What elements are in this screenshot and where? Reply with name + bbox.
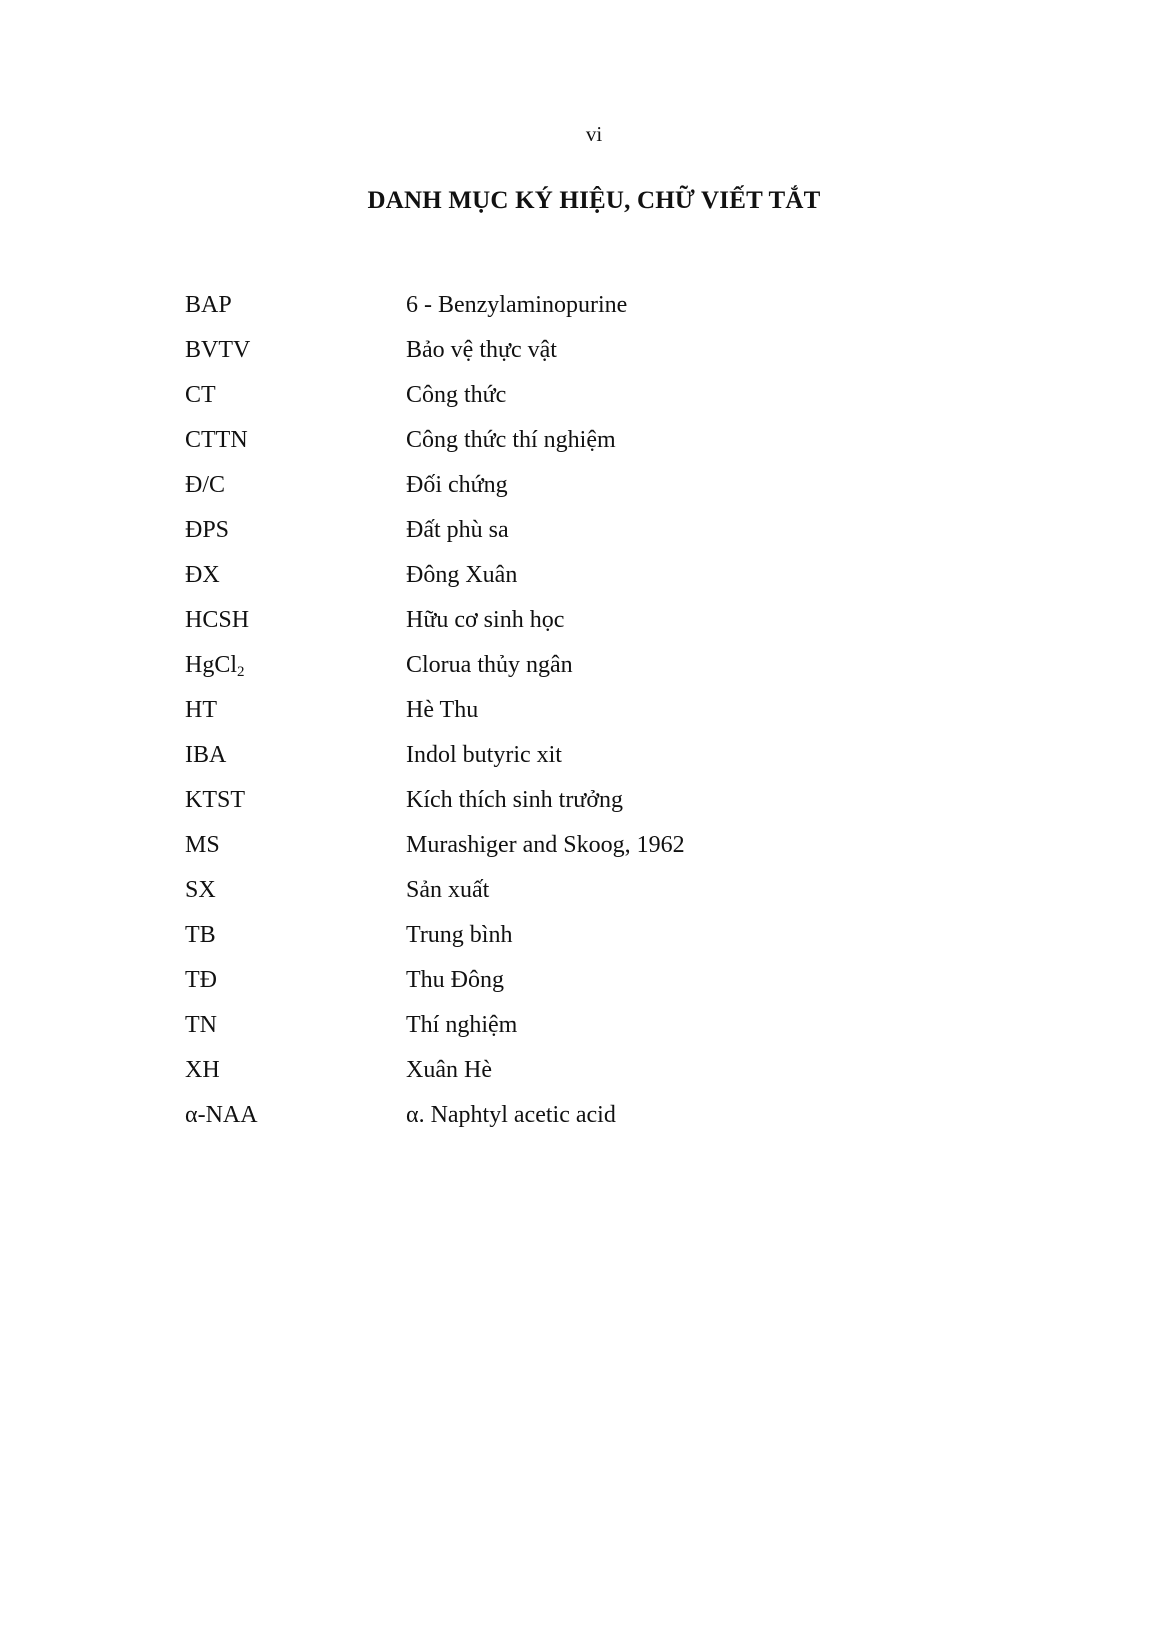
abbreviation-term-text: HCSH <box>185 607 250 633</box>
abbreviation-term-text: CTTN <box>185 427 248 453</box>
abbreviation-term-text: α-NAA <box>185 1102 258 1128</box>
abbreviation-term <box>185 562 406 589</box>
abbreviation-description: Hữu cơ sinh học <box>406 607 565 633</box>
abbreviation-row <box>185 958 685 1003</box>
abbreviation-term <box>185 832 406 859</box>
abbreviation-description: Trung bình <box>406 922 513 948</box>
abbreviation-term <box>185 742 406 769</box>
abbreviation-description: Sản xuất <box>406 877 490 903</box>
abbreviation-term <box>185 652 406 679</box>
abbreviation-term-text: HgCl <box>185 652 238 678</box>
abbreviation-description: Công thức thí nghiệm <box>406 427 616 453</box>
abbreviation-row <box>185 733 685 778</box>
abbreviation-term <box>185 1102 406 1129</box>
abbreviation-row <box>185 418 685 463</box>
abbreviation-description: Công thức <box>406 382 507 408</box>
abbreviation-term-text: ĐPS <box>185 517 230 543</box>
abbreviation-description: Murashiger and Skoog, 1962 <box>406 832 685 858</box>
abbreviation-term-text: BVTV <box>185 337 251 363</box>
abbreviation-term-text: TĐ <box>185 967 217 993</box>
abbreviation-description: Đối chứng <box>406 472 508 498</box>
abbreviation-term-text: BAP <box>185 292 232 318</box>
abbreviation-row <box>185 328 685 373</box>
abbreviation-description: Thu Đông <box>406 967 504 993</box>
abbreviation-row <box>185 688 685 733</box>
abbreviation-description: Thí nghiệm <box>406 1012 518 1038</box>
abbreviation-term <box>185 967 406 994</box>
abbreviation-term-text: Đ/C <box>185 472 226 498</box>
page-title: DANH MỤC KÝ HIỆU, CHỮ VIẾT TẮT <box>367 187 821 214</box>
abbreviation-description: Đất phù sa <box>406 517 509 543</box>
abbreviation-term <box>185 517 406 544</box>
abbreviation-term-subscript: 2 <box>237 664 245 680</box>
abbreviation-description: Bảo vệ thực vật <box>406 337 557 363</box>
abbreviation-term-text: TB <box>185 922 216 948</box>
abbreviation-term <box>185 607 406 634</box>
abbreviation-description: Đông Xuân <box>406 562 518 588</box>
abbreviation-term <box>185 1012 406 1039</box>
abbreviation-term <box>185 472 406 499</box>
abbreviation-term-text: CT <box>185 382 216 408</box>
abbreviation-row <box>185 823 685 868</box>
abbreviation-row <box>185 1048 685 1093</box>
abbreviation-term-text: SX <box>185 877 216 903</box>
abbreviation-term <box>185 787 406 814</box>
abbreviation-term-text: KTST <box>185 787 245 813</box>
abbreviation-row <box>185 553 685 598</box>
abbreviation-description: Kích thích sinh trưởng <box>406 787 624 813</box>
abbreviation-term <box>185 427 406 454</box>
abbreviation-term-text: MS <box>185 832 220 858</box>
page-number: vi <box>585 122 603 146</box>
abbreviation-row <box>185 508 685 553</box>
abbreviation-term-text: HT <box>185 697 217 723</box>
abbreviation-row <box>185 463 685 508</box>
abbreviation-list <box>185 283 685 1138</box>
abbreviation-term <box>185 877 406 904</box>
abbreviation-row <box>185 778 685 823</box>
abbreviation-term <box>185 382 406 409</box>
abbreviation-term-text: ĐX <box>185 562 220 588</box>
abbreviation-description: Indol butyric xit <box>406 742 562 768</box>
abbreviation-term-text: IBA <box>185 742 227 768</box>
abbreviation-term <box>185 922 406 949</box>
abbreviation-row <box>185 913 685 958</box>
abbreviation-description: Hè Thu <box>406 697 479 723</box>
abbreviation-term <box>185 697 406 724</box>
abbreviation-row <box>185 373 685 418</box>
abbreviation-description: 6 - Benzylaminopurine <box>406 292 628 318</box>
abbreviation-row <box>185 283 685 328</box>
abbreviation-row <box>185 1003 685 1048</box>
abbreviation-description: Xuân Hè <box>406 1057 492 1083</box>
abbreviation-row <box>185 1093 685 1138</box>
abbreviation-term-text: XH <box>185 1057 220 1083</box>
abbreviation-description: α. Naphtyl acetic acid <box>406 1102 616 1128</box>
abbreviation-row <box>185 643 685 688</box>
abbreviation-description: Clorua thủy ngân <box>406 652 573 678</box>
abbreviation-term <box>185 337 406 364</box>
abbreviation-term <box>185 1057 406 1084</box>
abbreviation-row <box>185 598 685 643</box>
abbreviation-row <box>185 868 685 913</box>
abbreviation-term-text: TN <box>185 1012 217 1038</box>
abbreviation-term <box>185 292 406 319</box>
